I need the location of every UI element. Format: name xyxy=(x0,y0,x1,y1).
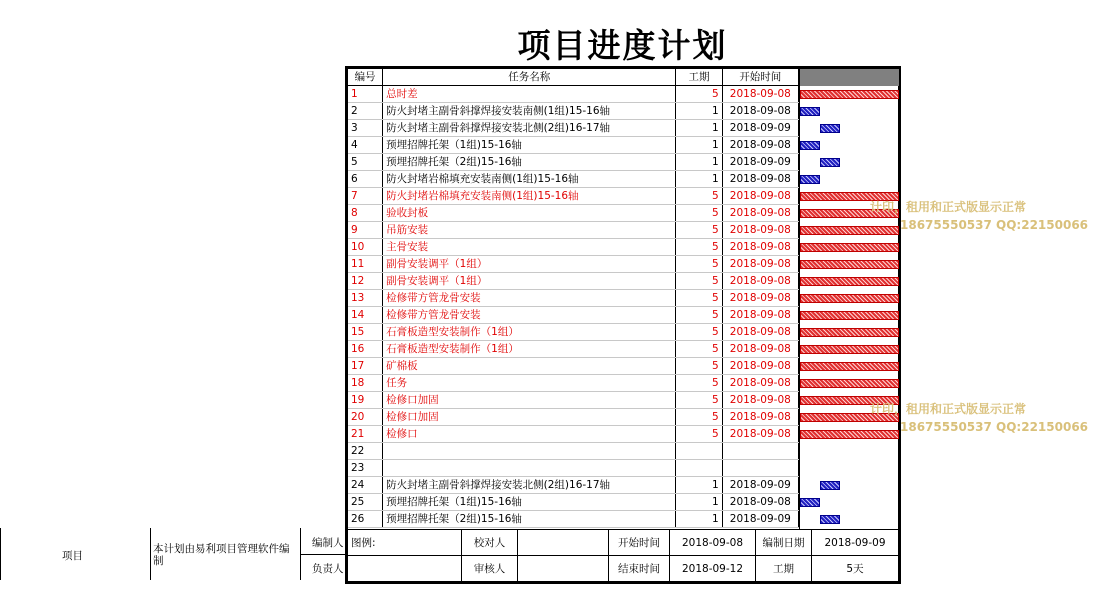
task-body xyxy=(348,86,799,528)
table-row[interactable] xyxy=(348,426,799,443)
task-start: 2018-09-08 xyxy=(722,188,798,205)
task-duration: 5 xyxy=(676,324,722,341)
task-no: 8 xyxy=(348,205,383,222)
task-start: 2018-09-08 xyxy=(722,392,798,409)
task-no: 14 xyxy=(348,307,383,324)
gantt-bar xyxy=(820,515,840,524)
compile-date-value: 2018-09-09 xyxy=(812,530,899,556)
table-row[interactable] xyxy=(348,290,799,307)
task-duration: 1 xyxy=(676,103,722,120)
task-no: 19 xyxy=(348,392,383,409)
task-name: 预埋招牌托架（2组)15-16轴 xyxy=(383,511,676,528)
legend-label: 图例: xyxy=(348,530,462,556)
task-name: 主骨安装 xyxy=(383,239,676,256)
task-name: 预埋招牌托架（2组)15-16轴 xyxy=(383,154,676,171)
task-no: 22 xyxy=(348,443,383,460)
gantt-bar xyxy=(800,328,899,337)
table-row[interactable] xyxy=(348,409,799,426)
task-start: 2018-09-09 xyxy=(722,511,798,528)
task-duration: 5 xyxy=(676,222,722,239)
task-name: 防火封堵岩棉填充安装南侧(1组)15-16轴 xyxy=(383,171,676,188)
duration-value: 5天 xyxy=(846,563,864,575)
task-start: 2018-09-08 xyxy=(722,273,798,290)
task-no: 16 xyxy=(348,341,383,358)
end-time-value: 2018-09-12 xyxy=(670,556,756,582)
task-duration: 5 xyxy=(676,188,722,205)
task-no: 1 xyxy=(348,86,383,103)
gantt-bar xyxy=(800,141,820,150)
table-row[interactable] xyxy=(348,256,799,273)
reviewer-label: 审核人 xyxy=(462,556,518,582)
task-table xyxy=(348,69,799,528)
left-divider-1 xyxy=(150,528,151,580)
task-duration: 5 xyxy=(676,290,722,307)
col-start-header: 开始时间 xyxy=(722,69,798,86)
gantt-bar xyxy=(800,294,899,303)
task-no: 3 xyxy=(348,120,383,137)
task-start xyxy=(722,443,798,460)
gantt-bar xyxy=(800,226,899,235)
task-name: 预埋招牌托架（1组)15-16轴 xyxy=(383,494,676,511)
task-start: 2018-09-08 xyxy=(722,324,798,341)
table-row[interactable] xyxy=(348,494,799,511)
table-row[interactable] xyxy=(348,307,799,324)
checker-value[interactable] xyxy=(518,530,609,556)
schedule-frame xyxy=(345,66,901,584)
task-no: 25 xyxy=(348,494,383,511)
owner-label: 负责人 xyxy=(312,563,344,575)
gantt-bar xyxy=(820,124,840,133)
task-duration: 1 xyxy=(676,154,722,171)
gantt-bar xyxy=(800,430,899,439)
compiler-label: 编制人 xyxy=(312,537,344,549)
table-row[interactable] xyxy=(348,103,799,120)
task-no: 23 xyxy=(348,460,383,477)
task-no: 13 xyxy=(348,290,383,307)
task-start: 2018-09-08 xyxy=(722,375,798,392)
gantt-bar xyxy=(800,379,899,388)
task-start: 2018-09-08 xyxy=(722,239,798,256)
watermark-line1-a: 计印，租用和正式版显示正常 xyxy=(870,200,1027,214)
task-duration: 5 xyxy=(676,239,722,256)
gantt-bar xyxy=(800,345,899,354)
task-duration: 5 xyxy=(676,375,722,392)
task-start: 2018-09-08 xyxy=(722,307,798,324)
task-name: 副骨安装调平（1组） xyxy=(383,256,676,273)
end-time-label: 结束时间 xyxy=(609,556,670,582)
table-row[interactable] xyxy=(348,222,799,239)
task-name: 检修口加固 xyxy=(383,392,676,409)
task-start: 2018-09-08 xyxy=(722,222,798,239)
table-row[interactable] xyxy=(348,137,799,154)
table-row[interactable] xyxy=(348,358,799,375)
gantt-bar xyxy=(800,243,899,252)
duration-label: 工期 xyxy=(756,556,812,582)
task-no: 20 xyxy=(348,409,383,426)
watermark-line1-b: 计印，租用和正式版显示正常 xyxy=(870,402,1027,416)
task-start: 2018-09-08 xyxy=(722,494,798,511)
task-start xyxy=(722,460,798,477)
task-start: 2018-09-08 xyxy=(722,341,798,358)
task-duration: 5 xyxy=(676,426,722,443)
gantt-bar xyxy=(800,107,820,116)
start-time-label: 开始时间 xyxy=(609,530,670,556)
table-row[interactable] xyxy=(348,460,799,477)
task-name: 总时差 xyxy=(383,86,676,103)
table-row[interactable] xyxy=(348,188,799,205)
task-duration: 5 xyxy=(676,341,722,358)
table-row[interactable] xyxy=(348,273,799,290)
table-row[interactable] xyxy=(348,443,799,460)
task-no: 24 xyxy=(348,477,383,494)
checker-label: 校对人 xyxy=(462,530,518,556)
task-no: 5 xyxy=(348,154,383,171)
task-start: 2018-09-08 xyxy=(722,137,798,154)
task-no: 2 xyxy=(348,103,383,120)
watermark-line2-a: 18675550537 QQ:22150066 xyxy=(900,218,1089,232)
task-duration: 5 xyxy=(676,86,722,103)
task-no: 9 xyxy=(348,222,383,239)
task-start: 2018-09-08 xyxy=(722,256,798,273)
table-row[interactable] xyxy=(348,154,799,171)
task-name: 石膏板造型安装制作（1组） xyxy=(383,324,676,341)
task-name: 检修口 xyxy=(383,426,676,443)
task-start: 2018-09-08 xyxy=(722,409,798,426)
task-name: 副骨安装调平（1组） xyxy=(383,273,676,290)
task-start: 2018-09-09 xyxy=(722,120,798,137)
start-time-value: 2018-09-08 xyxy=(670,530,756,556)
task-start: 2018-09-08 xyxy=(722,426,798,443)
task-duration: 1 xyxy=(676,171,722,188)
table-row[interactable] xyxy=(348,239,799,256)
gantt-chart xyxy=(799,69,899,529)
task-name: 检修口加固 xyxy=(383,409,676,426)
gantt-bar xyxy=(800,362,899,371)
task-no: 11 xyxy=(348,256,383,273)
task-name: 检修带方管龙骨安装 xyxy=(383,290,676,307)
task-no: 18 xyxy=(348,375,383,392)
gantt-bar xyxy=(800,311,899,320)
task-duration: 5 xyxy=(676,205,722,222)
col-name-header: 任务名称 xyxy=(383,69,676,86)
task-start: 2018-09-09 xyxy=(722,154,798,171)
task-duration: 1 xyxy=(676,494,722,511)
task-start: 2018-09-08 xyxy=(722,103,798,120)
gantt-bar xyxy=(820,481,840,490)
task-name: 石膏板造型安装制作（1组） xyxy=(383,341,676,358)
task-no: 21 xyxy=(348,426,383,443)
task-duration: 5 xyxy=(676,409,722,426)
watermark-line2-b: 18675550537 QQ:22150066 xyxy=(900,420,1089,434)
task-name: 任务 xyxy=(383,375,676,392)
task-name: 验收封板 xyxy=(383,205,676,222)
task-start: 2018-09-08 xyxy=(722,86,798,103)
task-start: 2018-09-08 xyxy=(722,171,798,188)
gantt-bar xyxy=(820,158,840,167)
footer-panel xyxy=(348,529,898,582)
task-name xyxy=(383,460,676,477)
table-row[interactable] xyxy=(348,375,799,392)
task-duration: 5 xyxy=(676,273,722,290)
task-name: 吊筋安装 xyxy=(383,222,676,239)
task-no: 6 xyxy=(348,171,383,188)
task-duration: 5 xyxy=(676,256,722,273)
gantt-bar xyxy=(800,498,820,507)
gantt-bar xyxy=(800,260,899,269)
task-name: 检修带方管龙骨安装 xyxy=(383,307,676,324)
task-name: 防火封堵岩棉填充安装南侧(1组)15-16轴 xyxy=(383,188,676,205)
task-duration: 1 xyxy=(676,137,722,154)
task-no: 26 xyxy=(348,511,383,528)
task-duration: 5 xyxy=(676,358,722,375)
task-name: 防火封堵主副骨斜撑焊接安装北侧(2组)16-17轴 xyxy=(383,477,676,494)
task-start: 2018-09-09 xyxy=(722,477,798,494)
task-duration: 5 xyxy=(676,307,722,324)
table-row[interactable] xyxy=(348,120,799,137)
software-note: 本计划由易利项目管理软件编制 xyxy=(153,543,290,567)
task-start: 2018-09-08 xyxy=(722,358,798,375)
col-no-header: 编号 xyxy=(348,69,383,86)
col-duration-header: 工期 xyxy=(676,69,722,86)
left-row-divider xyxy=(300,554,346,555)
task-name: 防火封堵主副骨斜撑焊接安装南侧(1组)15-16轴 xyxy=(383,103,676,120)
task-no: 12 xyxy=(348,273,383,290)
task-no: 7 xyxy=(348,188,383,205)
page-title: 项目进度计划 xyxy=(517,26,728,65)
task-name xyxy=(383,443,676,460)
task-name: 矿棉板 xyxy=(383,358,676,375)
table-row[interactable] xyxy=(348,205,799,222)
task-duration: 1 xyxy=(676,511,722,528)
table-row[interactable] xyxy=(348,392,799,409)
task-no: 17 xyxy=(348,358,383,375)
table-header xyxy=(348,69,799,86)
task-duration: 1 xyxy=(676,120,722,137)
legend-space xyxy=(348,556,462,582)
task-name: 预埋招牌托架（1组)15-16轴 xyxy=(383,137,676,154)
task-no: 10 xyxy=(348,239,383,256)
gantt-bar xyxy=(800,175,820,184)
reviewer-value[interactable] xyxy=(518,556,609,582)
table-row[interactable] xyxy=(348,511,799,528)
task-duration: 1 xyxy=(676,477,722,494)
task-start: 2018-09-08 xyxy=(722,205,798,222)
table-row[interactable] xyxy=(348,477,799,494)
gantt-bar xyxy=(800,277,899,286)
left-border xyxy=(0,528,1,580)
table-row[interactable] xyxy=(348,171,799,188)
task-duration xyxy=(676,460,722,477)
task-no: 4 xyxy=(348,137,383,154)
task-no: 15 xyxy=(348,324,383,341)
table-row[interactable] xyxy=(348,341,799,358)
compile-date-label: 编制日期 xyxy=(756,530,812,556)
table-row[interactable] xyxy=(348,324,799,341)
task-start: 2018-09-08 xyxy=(722,290,798,307)
task-duration: 5 xyxy=(676,392,722,409)
task-duration xyxy=(676,443,722,460)
table-row[interactable] xyxy=(348,86,799,103)
task-name: 防火封堵主副骨斜撑焊接安装北侧(2组)16-17轴 xyxy=(383,120,676,137)
gantt-bar xyxy=(800,90,899,99)
gantt-header xyxy=(800,69,899,86)
project-label: 项目 xyxy=(62,550,83,562)
